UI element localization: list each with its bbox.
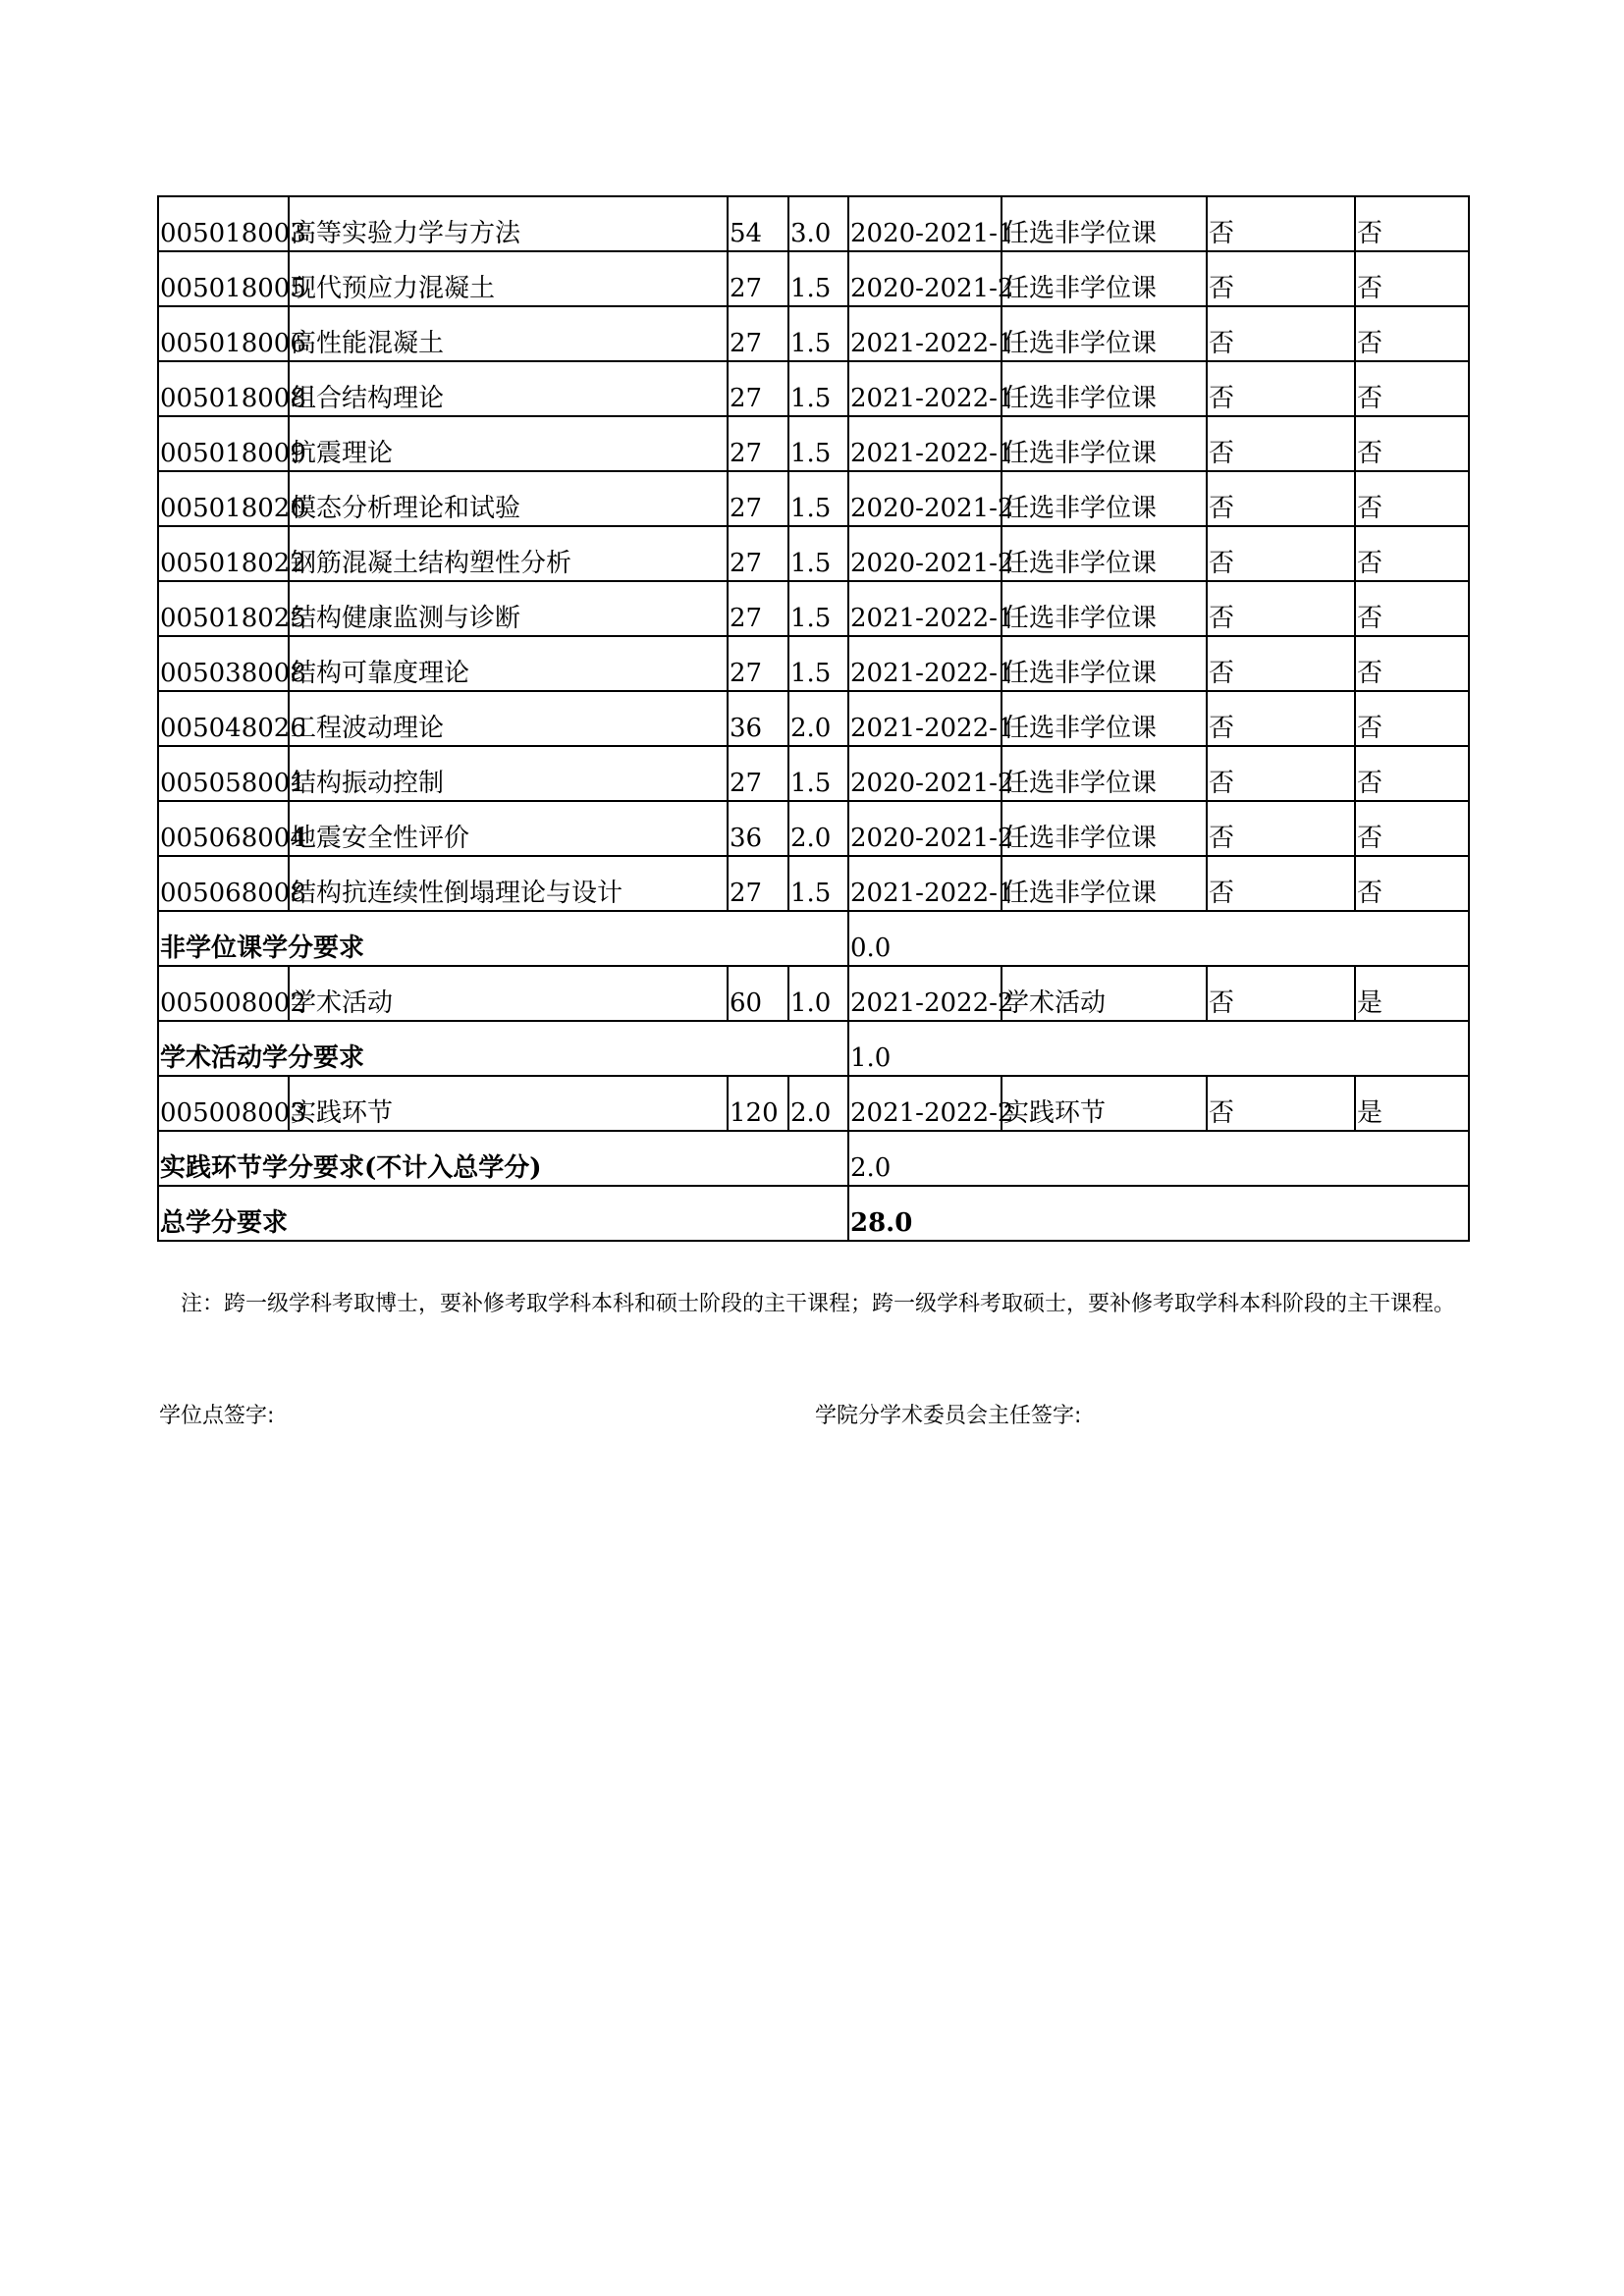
course-code: 005068008 <box>158 856 289 911</box>
course-name: 高等实验力学与方法 <box>289 196 728 251</box>
course-flag1: 否 <box>1207 416 1355 471</box>
course-hours: 27 <box>728 526 788 581</box>
course-flag1: 否 <box>1207 856 1355 911</box>
course-flag1: 否 <box>1207 636 1355 691</box>
course-flag2: 否 <box>1355 306 1469 361</box>
course-name: 结构振动控制 <box>289 746 728 801</box>
summary-label: 学术活动学分要求 <box>158 1021 848 1076</box>
course-type: 任选非学位课 <box>1001 361 1207 416</box>
course-hours: 36 <box>728 691 788 746</box>
course-name: 实践环节 <box>289 1076 728 1131</box>
course-type: 任选非学位课 <box>1001 196 1207 251</box>
course-hours: 27 <box>728 746 788 801</box>
course-hours: 27 <box>728 251 788 306</box>
course-term: 2020-2021-2 <box>848 801 1001 856</box>
course-name: 结构抗连续性倒塌理论与设计 <box>289 856 728 911</box>
course-code: 005018003 <box>158 196 289 251</box>
course-flag1: 否 <box>1207 801 1355 856</box>
course-credits: 1.5 <box>788 581 848 636</box>
course-flag1: 否 <box>1207 1076 1355 1131</box>
table-row <box>158 691 1469 746</box>
course-type: 学术活动 <box>1001 966 1207 1021</box>
summary-row-total <box>158 1186 1469 1241</box>
course-name: 结构可靠度理论 <box>289 636 728 691</box>
summary-value: 0.0 <box>848 911 1469 966</box>
table-row <box>158 526 1469 581</box>
course-credits: 2.0 <box>788 1076 848 1131</box>
degree-program-signature-label: 学位点签字: <box>159 1404 275 1428</box>
course-name: 工程波动理论 <box>289 691 728 746</box>
course-type: 任选非学位课 <box>1001 471 1207 526</box>
course-credits: 1.5 <box>788 856 848 911</box>
course-code: 005018009 <box>158 416 289 471</box>
course-name: 组合结构理论 <box>289 361 728 416</box>
course-term: 2020-2021-2 <box>848 471 1001 526</box>
course-flag1: 否 <box>1207 306 1355 361</box>
course-code: 005038008 <box>158 636 289 691</box>
course-hours: 120 <box>728 1076 788 1131</box>
course-term: 2020-2021-1 <box>848 196 1001 251</box>
course-flag2: 否 <box>1355 636 1469 691</box>
course-flag1: 否 <box>1207 471 1355 526</box>
course-code: 005008002 <box>158 966 289 1021</box>
course-term: 2021-2022-1 <box>848 636 1001 691</box>
course-term: 2021-2022-1 <box>848 691 1001 746</box>
course-credits: 1.5 <box>788 746 848 801</box>
course-credits: 1.5 <box>788 306 848 361</box>
course-flag1: 否 <box>1207 196 1355 251</box>
course-code: 005058001 <box>158 746 289 801</box>
course-term: 2021-2022-1 <box>848 361 1001 416</box>
course-credits: 1.5 <box>788 251 848 306</box>
course-hours: 27 <box>728 306 788 361</box>
table-row <box>158 471 1469 526</box>
course-flag1: 否 <box>1207 526 1355 581</box>
summary-row-academic <box>158 1021 1469 1076</box>
course-term: 2021-2022-1 <box>848 416 1001 471</box>
course-type: 任选非学位课 <box>1001 306 1207 361</box>
course-name: 模态分析理论和试验 <box>289 471 728 526</box>
course-type: 任选非学位课 <box>1001 636 1207 691</box>
course-type: 任选非学位课 <box>1001 581 1207 636</box>
summary-label: 非学位课学分要求 <box>158 911 848 966</box>
course-credits: 1.5 <box>788 471 848 526</box>
summary-label: 总学分要求 <box>158 1186 848 1241</box>
table-row <box>158 581 1469 636</box>
course-flag1: 否 <box>1207 691 1355 746</box>
course-hours: 27 <box>728 636 788 691</box>
table-row <box>158 196 1469 251</box>
course-name: 结构健康监测与诊断 <box>289 581 728 636</box>
summary-label: 实践环节学分要求(不计入总学分) <box>158 1131 848 1186</box>
course-flag2: 否 <box>1355 801 1469 856</box>
course-credits: 2.0 <box>788 691 848 746</box>
table-row <box>158 306 1469 361</box>
summary-value: 28.0 <box>848 1186 1469 1241</box>
table-row <box>158 416 1469 471</box>
course-term: 2021-2022-1 <box>848 306 1001 361</box>
table-row <box>158 856 1469 911</box>
course-hours: 60 <box>728 966 788 1021</box>
course-term: 2020-2021-2 <box>848 251 1001 306</box>
course-code: 005068004 <box>158 801 289 856</box>
course-term: 2021-2022-1 <box>848 581 1001 636</box>
course-credits: 1.5 <box>788 361 848 416</box>
course-table-body <box>158 196 1469 1241</box>
course-flag1: 否 <box>1207 966 1355 1021</box>
course-flag1: 否 <box>1207 746 1355 801</box>
table-row <box>158 361 1469 416</box>
course-credits: 2.0 <box>788 801 848 856</box>
course-term: 2021-2022-1 <box>848 856 1001 911</box>
course-name: 钢筋混凝土结构塑性分析 <box>289 526 728 581</box>
course-name: 抗震理论 <box>289 416 728 471</box>
course-code: 005018008 <box>158 361 289 416</box>
course-credits: 1.5 <box>788 636 848 691</box>
table-row <box>158 746 1469 801</box>
course-flag2: 否 <box>1355 526 1469 581</box>
course-hours: 27 <box>728 471 788 526</box>
course-term: 2021-2022-2 <box>848 1076 1001 1131</box>
course-flag1: 否 <box>1207 361 1355 416</box>
course-hours: 27 <box>728 581 788 636</box>
course-type: 任选非学位课 <box>1001 691 1207 746</box>
table-row <box>158 251 1469 306</box>
course-flag2: 否 <box>1355 251 1469 306</box>
course-code: 005018005 <box>158 251 289 306</box>
course-term: 2020-2021-2 <box>848 746 1001 801</box>
course-code: 005018006 <box>158 306 289 361</box>
course-hours: 27 <box>728 856 788 911</box>
course-code: 005018022 <box>158 526 289 581</box>
committee-chair-signature-label: 学院分学术委员会主任签字: <box>815 1404 1082 1428</box>
course-flag2: 否 <box>1355 746 1469 801</box>
course-flag2: 是 <box>1355 1076 1469 1131</box>
table-row <box>158 636 1469 691</box>
course-type: 任选非学位课 <box>1001 251 1207 306</box>
course-name: 学术活动 <box>289 966 728 1021</box>
course-type: 任选非学位课 <box>1001 746 1207 801</box>
summary-row-practice <box>158 1131 1469 1186</box>
course-flag2: 否 <box>1355 361 1469 416</box>
course-flag2: 是 <box>1355 966 1469 1021</box>
course-credits: 1.5 <box>788 416 848 471</box>
course-flag1: 否 <box>1207 251 1355 306</box>
course-table <box>157 195 1470 1242</box>
course-type: 任选非学位课 <box>1001 856 1207 911</box>
course-flag2: 否 <box>1355 471 1469 526</box>
course-hours: 27 <box>728 416 788 471</box>
course-credits: 1.0 <box>788 966 848 1021</box>
course-name: 现代预应力混凝土 <box>289 251 728 306</box>
course-term: 2021-2022-2 <box>848 966 1001 1021</box>
course-flag2: 否 <box>1355 196 1469 251</box>
course-name: 高性能混凝土 <box>289 306 728 361</box>
course-flag2: 否 <box>1355 416 1469 471</box>
course-credits: 3.0 <box>788 196 848 251</box>
course-credits: 1.5 <box>788 526 848 581</box>
table-row-practice <box>158 1076 1469 1131</box>
summary-value: 1.0 <box>848 1021 1469 1076</box>
course-term: 2020-2021-2 <box>848 526 1001 581</box>
table-row-academic-activity <box>158 966 1469 1021</box>
course-type: 任选非学位课 <box>1001 416 1207 471</box>
course-code: 005048026 <box>158 691 289 746</box>
course-type: 实践环节 <box>1001 1076 1207 1131</box>
course-flag2: 否 <box>1355 856 1469 911</box>
course-code: 005018025 <box>158 581 289 636</box>
course-type: 任选非学位课 <box>1001 801 1207 856</box>
note-text: 注：跨一级学科考取博士，要补修考取学科本科和硕士阶段的主干课程；跨一级学科考取硕士，要补修考取学科本科阶段的主干课程。 <box>181 1292 1456 1316</box>
course-code: 005018020 <box>158 471 289 526</box>
course-type: 任选非学位课 <box>1001 526 1207 581</box>
course-name: 地震安全性评价 <box>289 801 728 856</box>
course-hours: 27 <box>728 361 788 416</box>
course-hours: 54 <box>728 196 788 251</box>
course-hours: 36 <box>728 801 788 856</box>
table-row <box>158 801 1469 856</box>
course-code: 005008003 <box>158 1076 289 1131</box>
course-flag2: 否 <box>1355 691 1469 746</box>
course-flag2: 否 <box>1355 581 1469 636</box>
summary-value: 2.0 <box>848 1131 1469 1186</box>
course-flag1: 否 <box>1207 581 1355 636</box>
summary-row-nondegree <box>158 911 1469 966</box>
